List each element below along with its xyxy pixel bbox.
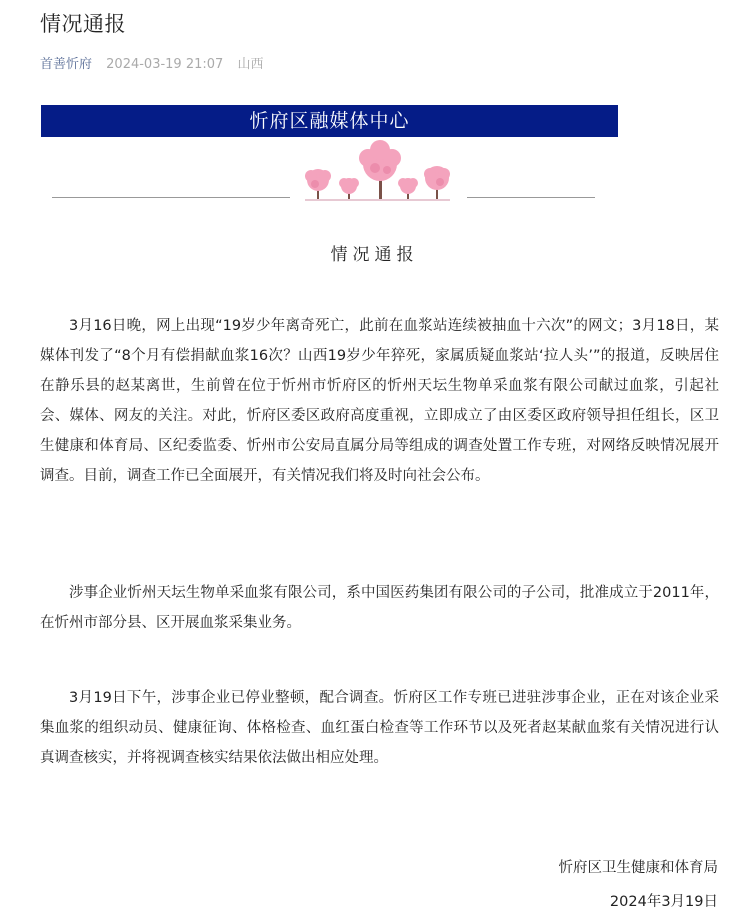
article-title: 情况通报 — [40, 12, 126, 36]
notice-heading: 情况通报 — [330, 245, 419, 265]
source-account-link[interactable]: 首善忻府 — [40, 57, 93, 72]
media-center-banner: 忻府区融媒体中心 — [41, 105, 618, 137]
article-meta — [40, 53, 263, 72]
decorative-divider — [0, 140, 749, 210]
divider-line-left — [52, 197, 290, 198]
issuing-organization: 忻府区卫生健康和体育局 — [558, 860, 718, 876]
cherry-blossom-trees-icon — [295, 140, 465, 204]
notice-paragraph-1: 3月16日晚，网上出现“19岁少年离奇死亡，此前在血浆站连续被抽血十六次”的网文；3月18日，某媒体刊发了“8个月有偿捐献血浆16次？山西19岁少年猝死，家属质疑血浆站‘拉人头’”的报道，反映居住在静乐县的赵某离世，生前曾在位于忻州市忻府区的忻州天坛生物单采血浆有限公司献过血浆，引起社会、媒体、网友的关注。对此，忻府区委区政府高度重视，立即成立了由区委区政府领导担任组长，区卫生健康和体育局、区纪委监委、忻州市公安局直属分局等组成的调查处置工作专班，对网络反映情况展开调查。目前，调查工作已全面展开，有关情况我们将及时向社会公布。 — [40, 318, 719, 484]
publish-location: 山西 — [237, 57, 264, 72]
publish-datetime: 2024-03-19 21:07 — [106, 57, 224, 72]
notice-paragraph-3: 3月19日下午，涉事企业已停业整顿，配合调查。忻府区工作专班已进驻涉事企业，正在对该企业采集血浆的组织动员、健康征询、体格检查、血红蛋白检查等工作环节以及死者赵某献血浆有关情况进行认真调查核实，并将视调查核实结果依法做出相应处理。 — [40, 690, 719, 766]
divider-line-right — [467, 197, 595, 198]
notice-date: 2024年3月19日 — [609, 894, 718, 910]
notice-paragraph-2: 涉事企业忻州天坛生物单采血浆有限公司，系中国医药集团有限公司的子公司，批准成立于2011年，在忻州市部分县、区开展血浆采集业务。 — [40, 585, 719, 631]
